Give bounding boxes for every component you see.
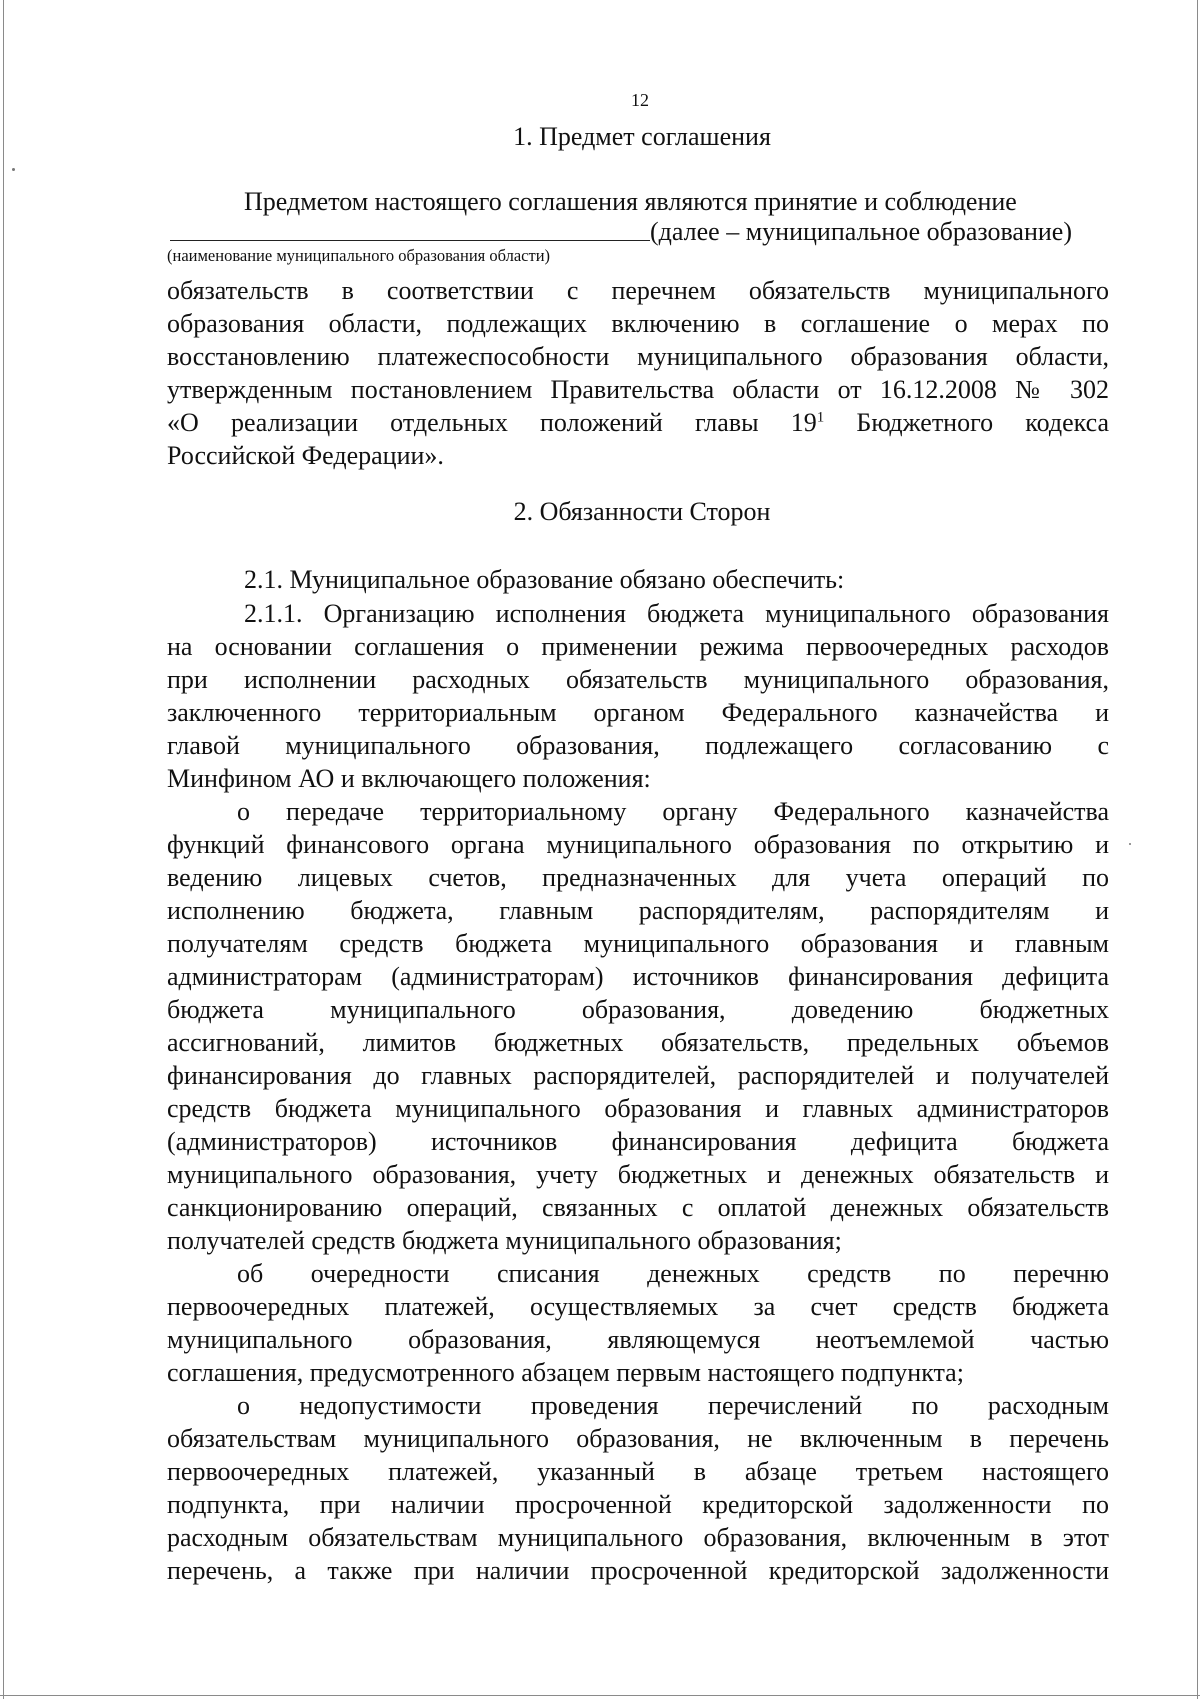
paragraph-transfer-line: санкционированию операций, связанных с оплатой денежных обязательств	[167, 1193, 1109, 1222]
paragraph-2-1-1-line: на основании соглашения о применении режима первоочередных расходов	[167, 632, 1109, 661]
paragraph-transfer-line: ассигнований, лимитов бюджетных обязательств, предельных объемов	[167, 1028, 1109, 1057]
paragraph-order-line: муниципального образования, являющемуся неотъемлемой частью	[167, 1325, 1109, 1354]
paragraph-order-line: соглашения, предусмотренного абзацем первым настоящего подпункта;	[167, 1358, 964, 1387]
paragraph-transfer-line: о передаче территориальному органу Федерального казначейства	[237, 797, 1109, 826]
section-1-intro: Предметом настоящего соглашения являются принятие и соблюдение	[244, 187, 1017, 216]
paragraph-order-line: об очередности списания денежных средств по перечню	[237, 1259, 1109, 1288]
blank-suffix: (далее – муниципальное образование)	[650, 217, 1072, 246]
paragraph-2-1-1-line: заключенного территориальным органом Федерального казначейства и	[167, 698, 1109, 727]
line-text: Бюджетного кодекса	[824, 408, 1109, 437]
paragraph-order-line: первоочередных платежей, осуществляемых за счет средств бюджета	[167, 1292, 1109, 1321]
paragraph-transfer-line: функций финансового органа муниципального образования по открытию и	[167, 830, 1109, 859]
section-1-title: 1. Предмет соглашения	[513, 122, 771, 151]
paragraph-2-1: 2.1. Муниципальное образование обязано обеспечить:	[244, 565, 845, 594]
paragraph-transfer-line: получателей средств бюджета муниципального образования;	[167, 1226, 842, 1255]
section-1-line: восстановлению платежеспособности муниципального образования области,	[167, 342, 1109, 371]
paragraph-2-1-1-line: главой муниципального образования, подлежащего согласованию с	[167, 731, 1109, 760]
scan-speck	[12, 168, 15, 171]
paragraph-prohibition-line: о недопустимости проведения перечислений по расходным	[237, 1391, 1109, 1420]
paragraph-2-1-1-line: Минфином АО и включающего положения:	[167, 764, 651, 793]
page-number: 12	[631, 90, 649, 110]
paragraph-transfer-line: финансирования до главных распорядителей, распорядителей и получателей	[167, 1061, 1109, 1090]
paragraph-2-1-1-line: при исполнении расходных обязательств муниципального образования,	[167, 665, 1109, 694]
section-1-line: образования области, подлежащих включению в соглашение о мерах по	[167, 309, 1109, 338]
paragraph-transfer-line: муниципального образования, учету бюджетных и денежных обязательств и	[167, 1160, 1109, 1189]
line-text: «О реализации отдельных положений главы 19	[167, 408, 817, 437]
municipality-name-blank	[170, 240, 650, 241]
blank-caption: (наименование муниципального образования области)	[167, 246, 551, 265]
scan-edge-bottom	[0, 1695, 1200, 1696]
section-1-line	[167, 406, 1109, 439]
superscript-mark: 1	[816, 409, 825, 426]
paragraph-transfer-line: (администраторов) источников финансирования дефицита бюджета	[167, 1127, 1109, 1156]
paragraph-transfer-line: получателям средств бюджета муниципального образования и главным	[167, 929, 1109, 958]
scan-edge-left	[3, 0, 4, 1699]
scan-edge-right	[1197, 0, 1198, 1699]
section-1-line: Российской Федерации».	[167, 441, 444, 470]
section-1-line: утвержденным постановлением Правительства области от 16.12.2008 № 302	[167, 375, 1109, 404]
paragraph-prohibition-line: расходным обязательствам муниципального образования, включенным в этот	[167, 1523, 1109, 1552]
paragraph-prohibition-line: перечень, а также при наличии просроченной кредиторской задолженности	[167, 1556, 1109, 1585]
paragraph-transfer-line: исполнению бюджета, главным распорядителям, распорядителям и	[167, 896, 1109, 925]
paragraph-transfer-line: средств бюджета муниципального образования и главных администраторов	[167, 1094, 1109, 1123]
paragraph-transfer-line: администраторам (администраторам) источников финансирования дефицита	[167, 962, 1109, 991]
paragraph-2-1-1-line: 2.1.1. Организацию исполнения бюджета муниципального образования	[244, 599, 1109, 628]
scan-speck	[1129, 843, 1131, 845]
paragraph-transfer-line: ведению лицевых счетов, предназначенных для учета операций по	[167, 863, 1109, 892]
section-2-title: 2. Обязанности Сторон	[513, 497, 771, 526]
paragraph-prohibition-line: первоочередных платежей, указанный в абзаце третьем настоящего	[167, 1457, 1109, 1486]
paragraph-prohibition-line: обязательствам муниципального образования, не включенным в перечень	[167, 1424, 1109, 1453]
section-1-line: обязательств в соответствии с перечнем обязательств муниципального	[167, 276, 1109, 305]
paragraph-prohibition-line: подпункта, при наличии просроченной кредиторской задолженности по	[167, 1490, 1109, 1519]
paragraph-transfer-line: бюджета муниципального образования, доведению бюджетных	[167, 995, 1109, 1024]
